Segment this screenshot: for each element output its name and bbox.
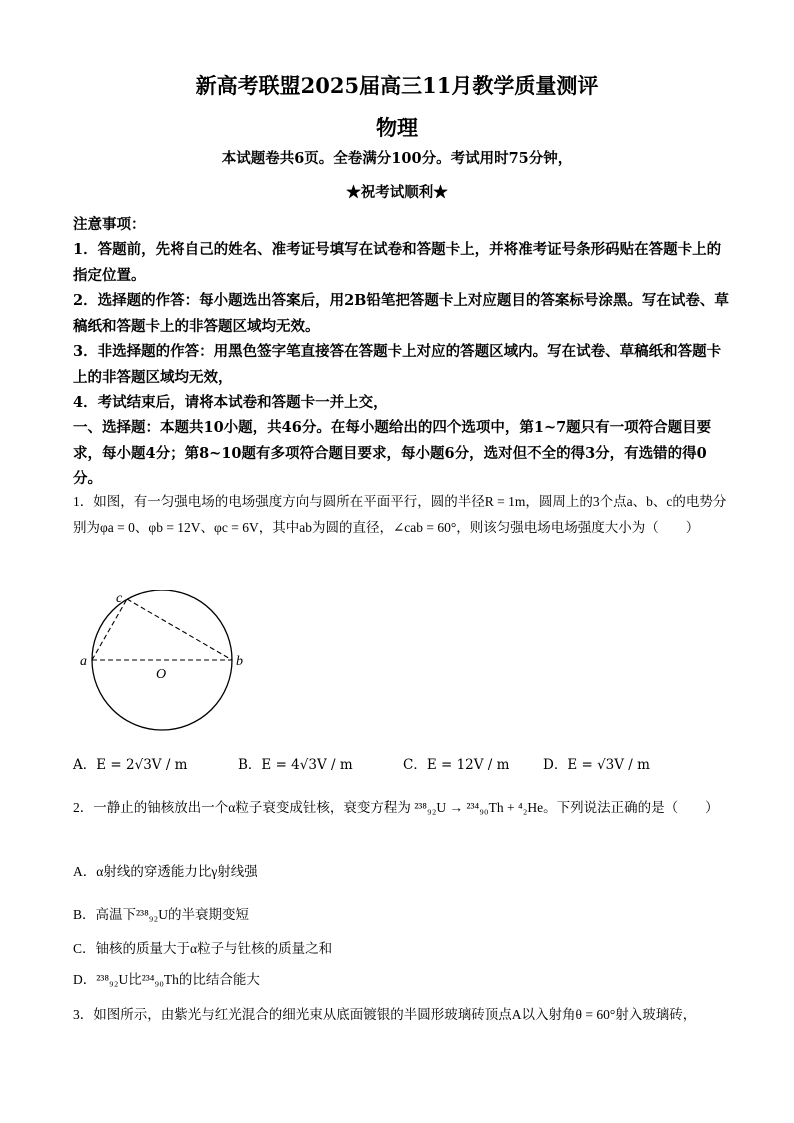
- question-1-stem: 1．如图，有一匀强电场的电场强度方向与圆所在平面平行，圆的半径R = 1m，圆周上的3个点a、b、c的电势分别为φa = 0、φb = 12V、φc = 6V，其中ab为圆的直径，∠cab = 60°，则该匀强电场电场强度大小为（ ）: [73, 494, 727, 535]
- q1-option-d: D．E = √3V / m: [543, 757, 650, 773]
- q1-option-a: A．E = 2√3V / m: [73, 757, 188, 773]
- good-luck-line: ★祝考试顺利★: [346, 184, 448, 201]
- note-item-4: 4．考试结束后，请将本试卷和答题卡一并上交，: [73, 394, 388, 411]
- q1-option-b: B．E = 4√3V / m: [238, 757, 353, 773]
- chord-cb: [127, 599, 232, 660]
- exam-info: 本试题卷共6页。全卷满分100分。考试用时75分钟，: [221, 150, 573, 167]
- exam-title: 新高考联盟2025届高三11月教学质量测评: [195, 73, 599, 98]
- question-1-options: [73, 753, 733, 773]
- q2-option-b: B．高温下²³⁸₉₂U的半衰期变短: [73, 907, 249, 922]
- label-c: c: [116, 591, 123, 606]
- note-item-1: 1．答题前，先将自己的姓名、准考证号填写在试卷和答题卡上，并将准考证号条形码贴在答题卡上的指定位置。: [73, 241, 722, 284]
- label-o: O: [156, 667, 167, 682]
- question-3-stem: 3．如图所示，由紫光与红光混合的细光束从底面镀银的半圆形玻璃砖顶点A以入射角θ = 60°射入玻璃砖，: [73, 1007, 697, 1022]
- q2-option-a: A．α射线的穿透能力比γ射线强: [73, 864, 258, 879]
- question-2-stem: 2．一静止的铀核放出一个α粒子衰变成钍核，衰变方程为 ²³⁸₉₂U → ²³⁴₉₀Th + ⁴₂He。下列说法正确的是（ ）: [73, 800, 719, 815]
- q1-option-c: C．E = 12V / m: [403, 757, 510, 773]
- section-1-instructions: 一、选择题：本题共10小题，共46分。在每小题给出的四个选项中，第1~7题只有一项符合题目要求，每小题4分；第8~10题有多项符合题目要求，每小题6分，选对但不全的得3分，有选错的得0分。: [73, 419, 712, 487]
- notes-heading: 注意事项：: [73, 216, 146, 233]
- q2-option-c: C．铀核的质量大于α粒子与钍核的质量之和: [73, 941, 333, 956]
- note-item-3: 3．非选择题的作答：用黑色签字笔直接答在答题卡上对应的答题区域内。写在试卷、草稿纸和答题卡上的非答题区域均无效，: [73, 343, 722, 386]
- note-item-2: 2．选择题的作答：每小题选出答案后，用2B铅笔把答题卡上对应题目的答案标号涂黑。写在试卷、草稿纸和答题卡上的非答题区域均无效。: [73, 292, 729, 335]
- q2-option-d: D．²³⁸₉₂U比²³⁴₉₀Th的比结合能大: [73, 972, 260, 987]
- subject-title: 物理: [376, 115, 418, 140]
- circle-figure: [72, 590, 252, 740]
- label-a: a: [80, 654, 87, 669]
- label-b: b: [236, 654, 243, 669]
- chord-ac: [92, 599, 127, 660]
